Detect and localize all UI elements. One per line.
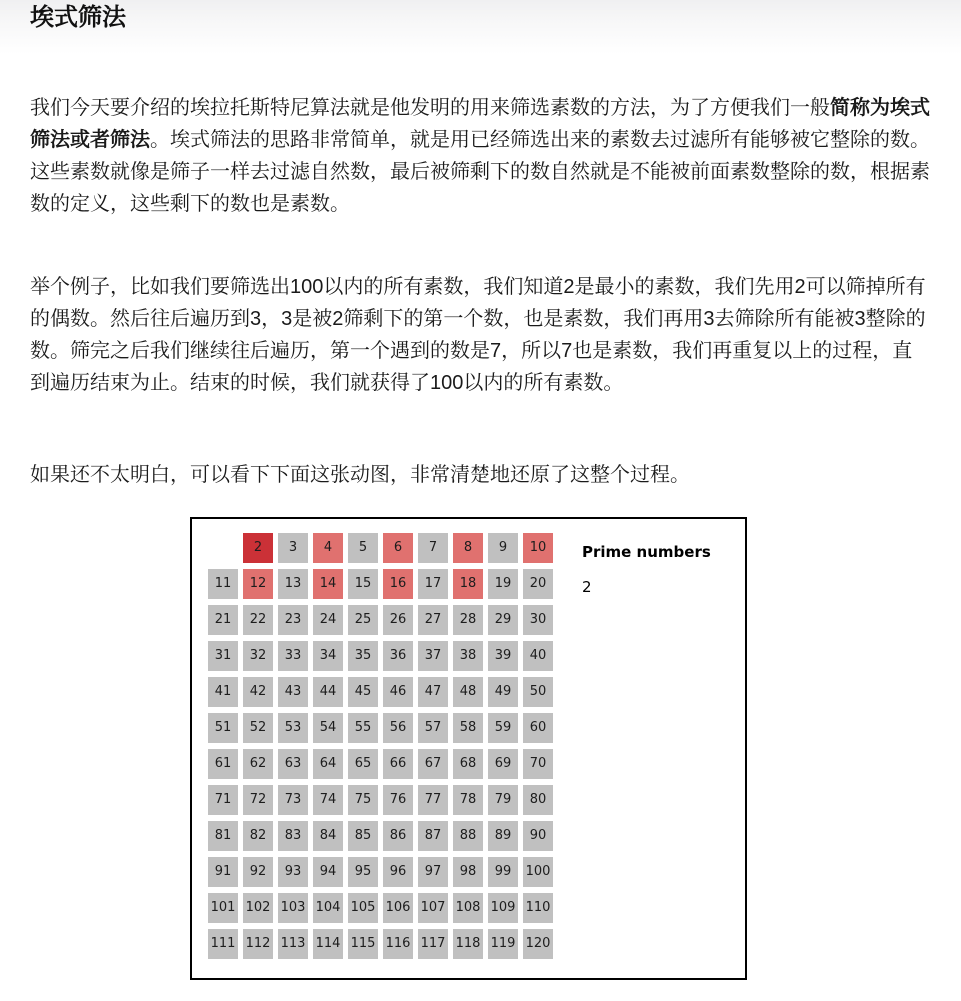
- paragraph-intro-bold: 简称为埃式筛法或者筛法: [30, 97, 930, 151]
- grid-cell: 36: [383, 641, 413, 671]
- grid-cell: 69: [488, 749, 518, 779]
- grid-cell: 17: [418, 569, 448, 599]
- grid-cell: 85: [348, 821, 378, 851]
- article-body: [30, 92, 931, 491]
- grid-cell: 46: [383, 677, 413, 707]
- grid-cell: 6: [383, 533, 413, 563]
- grid-cell: 76: [383, 785, 413, 815]
- grid-cell: 23: [278, 605, 308, 635]
- grid-cell: 41: [208, 677, 238, 707]
- grid-cell: 65: [348, 749, 378, 779]
- grid-cell: 8: [453, 533, 483, 563]
- grid-cell: 62: [243, 749, 273, 779]
- grid-cell: 115: [348, 929, 378, 959]
- grid-cell: 7: [418, 533, 448, 563]
- grid-cell: 73: [278, 785, 308, 815]
- grid-cell: 37: [418, 641, 448, 671]
- grid-cell: 31: [208, 641, 238, 671]
- grid-cell: 114: [313, 929, 343, 959]
- prime-list-item: 2: [582, 578, 592, 596]
- grid-cell: 28: [453, 605, 483, 635]
- grid-cell: 9: [488, 533, 518, 563]
- grid-cell: 13: [278, 569, 308, 599]
- grid-cell: 118: [453, 929, 483, 959]
- grid-cell: 63: [278, 749, 308, 779]
- grid-cell: 104: [313, 893, 343, 923]
- grid-cell: 45: [348, 677, 378, 707]
- grid-cell: 32: [243, 641, 273, 671]
- grid-cell: 90: [523, 821, 553, 851]
- grid-cell: 102: [243, 893, 273, 923]
- grid-cell: 80: [523, 785, 553, 815]
- grid-cell: 53: [278, 713, 308, 743]
- grid-cell: 44: [313, 677, 343, 707]
- grid-cell: 61: [208, 749, 238, 779]
- grid-cell: 47: [418, 677, 448, 707]
- grid-cell: 43: [278, 677, 308, 707]
- paragraph-gif-hint: 如果还不太明白，可以看下下面这张动图，非常清楚地还原了这整个过程。: [30, 464, 690, 486]
- grid-cell: 39: [488, 641, 518, 671]
- grid-cell: 78: [453, 785, 483, 815]
- grid-cell: 84: [313, 821, 343, 851]
- grid-cell: 99: [488, 857, 518, 887]
- grid-cell: 10: [523, 533, 553, 563]
- grid-cell: 72: [243, 785, 273, 815]
- grid-cell: 107: [418, 893, 448, 923]
- grid-cell: 21: [208, 605, 238, 635]
- grid-cell: 18: [453, 569, 483, 599]
- paragraph-intro-text: 我们今天要介绍的埃拉托斯特尼算法就是他发明的用来筛选素数的方法，为了方便我们一般: [30, 97, 830, 119]
- grid-cell: 33: [278, 641, 308, 671]
- grid-cell: 103: [278, 893, 308, 923]
- grid-cell: 27: [418, 605, 448, 635]
- grid-cell: 77: [418, 785, 448, 815]
- grid-cell: 71: [208, 785, 238, 815]
- grid-cell: 81: [208, 821, 238, 851]
- grid-cell-empty: [208, 533, 238, 563]
- grid-cell: 35: [348, 641, 378, 671]
- grid-cell: 42: [243, 677, 273, 707]
- grid-cell: 55: [348, 713, 378, 743]
- grid-cell: 91: [208, 857, 238, 887]
- grid-cell: 20: [523, 569, 553, 599]
- grid-cell: 105: [348, 893, 378, 923]
- grid-cell: 25: [348, 605, 378, 635]
- grid-cell: 40: [523, 641, 553, 671]
- grid-cell: 14: [313, 569, 343, 599]
- grid-cell: 119: [488, 929, 518, 959]
- grid-cell: 112: [243, 929, 273, 959]
- grid-cell: 16: [383, 569, 413, 599]
- grid-cell: 95: [348, 857, 378, 887]
- grid-cell: 49: [488, 677, 518, 707]
- grid-cell: 109: [488, 893, 518, 923]
- grid-cell: 96: [383, 857, 413, 887]
- grid-cell: 106: [383, 893, 413, 923]
- grid-cell: 113: [278, 929, 308, 959]
- grid-cell: 75: [348, 785, 378, 815]
- grid-cell: 15: [348, 569, 378, 599]
- grid-cell: 97: [418, 857, 448, 887]
- header-gradient: [0, 0, 961, 54]
- grid-cell: 51: [208, 713, 238, 743]
- sieve-animation-figure: [190, 517, 747, 980]
- grid-cell: 117: [418, 929, 448, 959]
- grid-cell: 82: [243, 821, 273, 851]
- grid-cell: 70: [523, 749, 553, 779]
- grid-cell: 2: [243, 533, 273, 563]
- grid-cell: 26: [383, 605, 413, 635]
- grid-cell: 79: [488, 785, 518, 815]
- prime-list: [582, 578, 711, 596]
- grid-cell: 5: [348, 533, 378, 563]
- grid-cell: 116: [383, 929, 413, 959]
- grid-cell: 11: [208, 569, 238, 599]
- prime-legend-title: Prime numbers: [582, 543, 711, 561]
- paragraph-intro: [30, 92, 931, 220]
- paragraph-example: 举个例子，比如我们要筛选出100以内的所有素数，我们知道2是最小的素数，我们先用2可以筛掉所有的偶数。然后往后遍历到3，3是被2筛剩下的第一个数，也是素数，我们再用3去筛除所有能被3整除的数。筛完之后我们继续往后遍历，第一个遇到的数是7，所以7也是素数，我们再重复以上的过程，直到遍历结束为止。结束的时候，我们就获得了100以内的所有素数。: [30, 276, 926, 394]
- grid-cell: 67: [418, 749, 448, 779]
- grid-cell: 56: [383, 713, 413, 743]
- grid-cell: 92: [243, 857, 273, 887]
- grid-cell: 88: [453, 821, 483, 851]
- grid-cell: 34: [313, 641, 343, 671]
- page-title: 埃式筛法: [30, 4, 126, 31]
- grid-cell: 3: [278, 533, 308, 563]
- grid-cell: 111: [208, 929, 238, 959]
- grid-cell: 22: [243, 605, 273, 635]
- grid-cell: 110: [523, 893, 553, 923]
- grid-cell: 64: [313, 749, 343, 779]
- grid-cell: 94: [313, 857, 343, 887]
- grid-cell: 98: [453, 857, 483, 887]
- grid-cell: 87: [418, 821, 448, 851]
- grid-cell: 48: [453, 677, 483, 707]
- grid-cell: 120: [523, 929, 553, 959]
- number-grid: [208, 533, 553, 959]
- grid-cell: 93: [278, 857, 308, 887]
- grid-cell: 86: [383, 821, 413, 851]
- prime-legend: [582, 543, 711, 606]
- grid-cell: 52: [243, 713, 273, 743]
- grid-cell: 12: [243, 569, 273, 599]
- grid-cell: 108: [453, 893, 483, 923]
- grid-cell: 74: [313, 785, 343, 815]
- grid-cell: 4: [313, 533, 343, 563]
- grid-cell: 30: [523, 605, 553, 635]
- grid-cell: 60: [523, 713, 553, 743]
- grid-cell: 101: [208, 893, 238, 923]
- grid-cell: 38: [453, 641, 483, 671]
- grid-cell: 29: [488, 605, 518, 635]
- grid-cell: 100: [523, 857, 553, 887]
- grid-cell: 58: [453, 713, 483, 743]
- grid-cell: 66: [383, 749, 413, 779]
- grid-cell: 57: [418, 713, 448, 743]
- grid-cell: 54: [313, 713, 343, 743]
- grid-cell: 59: [488, 713, 518, 743]
- grid-cell: 19: [488, 569, 518, 599]
- grid-cell: 68: [453, 749, 483, 779]
- grid-cell: 83: [278, 821, 308, 851]
- grid-cell: 24: [313, 605, 343, 635]
- grid-cell: 89: [488, 821, 518, 851]
- paragraph-intro-rest: 。埃式筛法的思路非常简单，就是用已经筛选出来的素数去过滤所有能够被它整除的数。这些素数就像是筛子一样去过滤自然数，最后被筛剩下的数自然就是不能被前面素数整除的数，根据素数的定义，这些剩下的数也是素数。: [30, 129, 930, 215]
- grid-cell: 50: [523, 677, 553, 707]
